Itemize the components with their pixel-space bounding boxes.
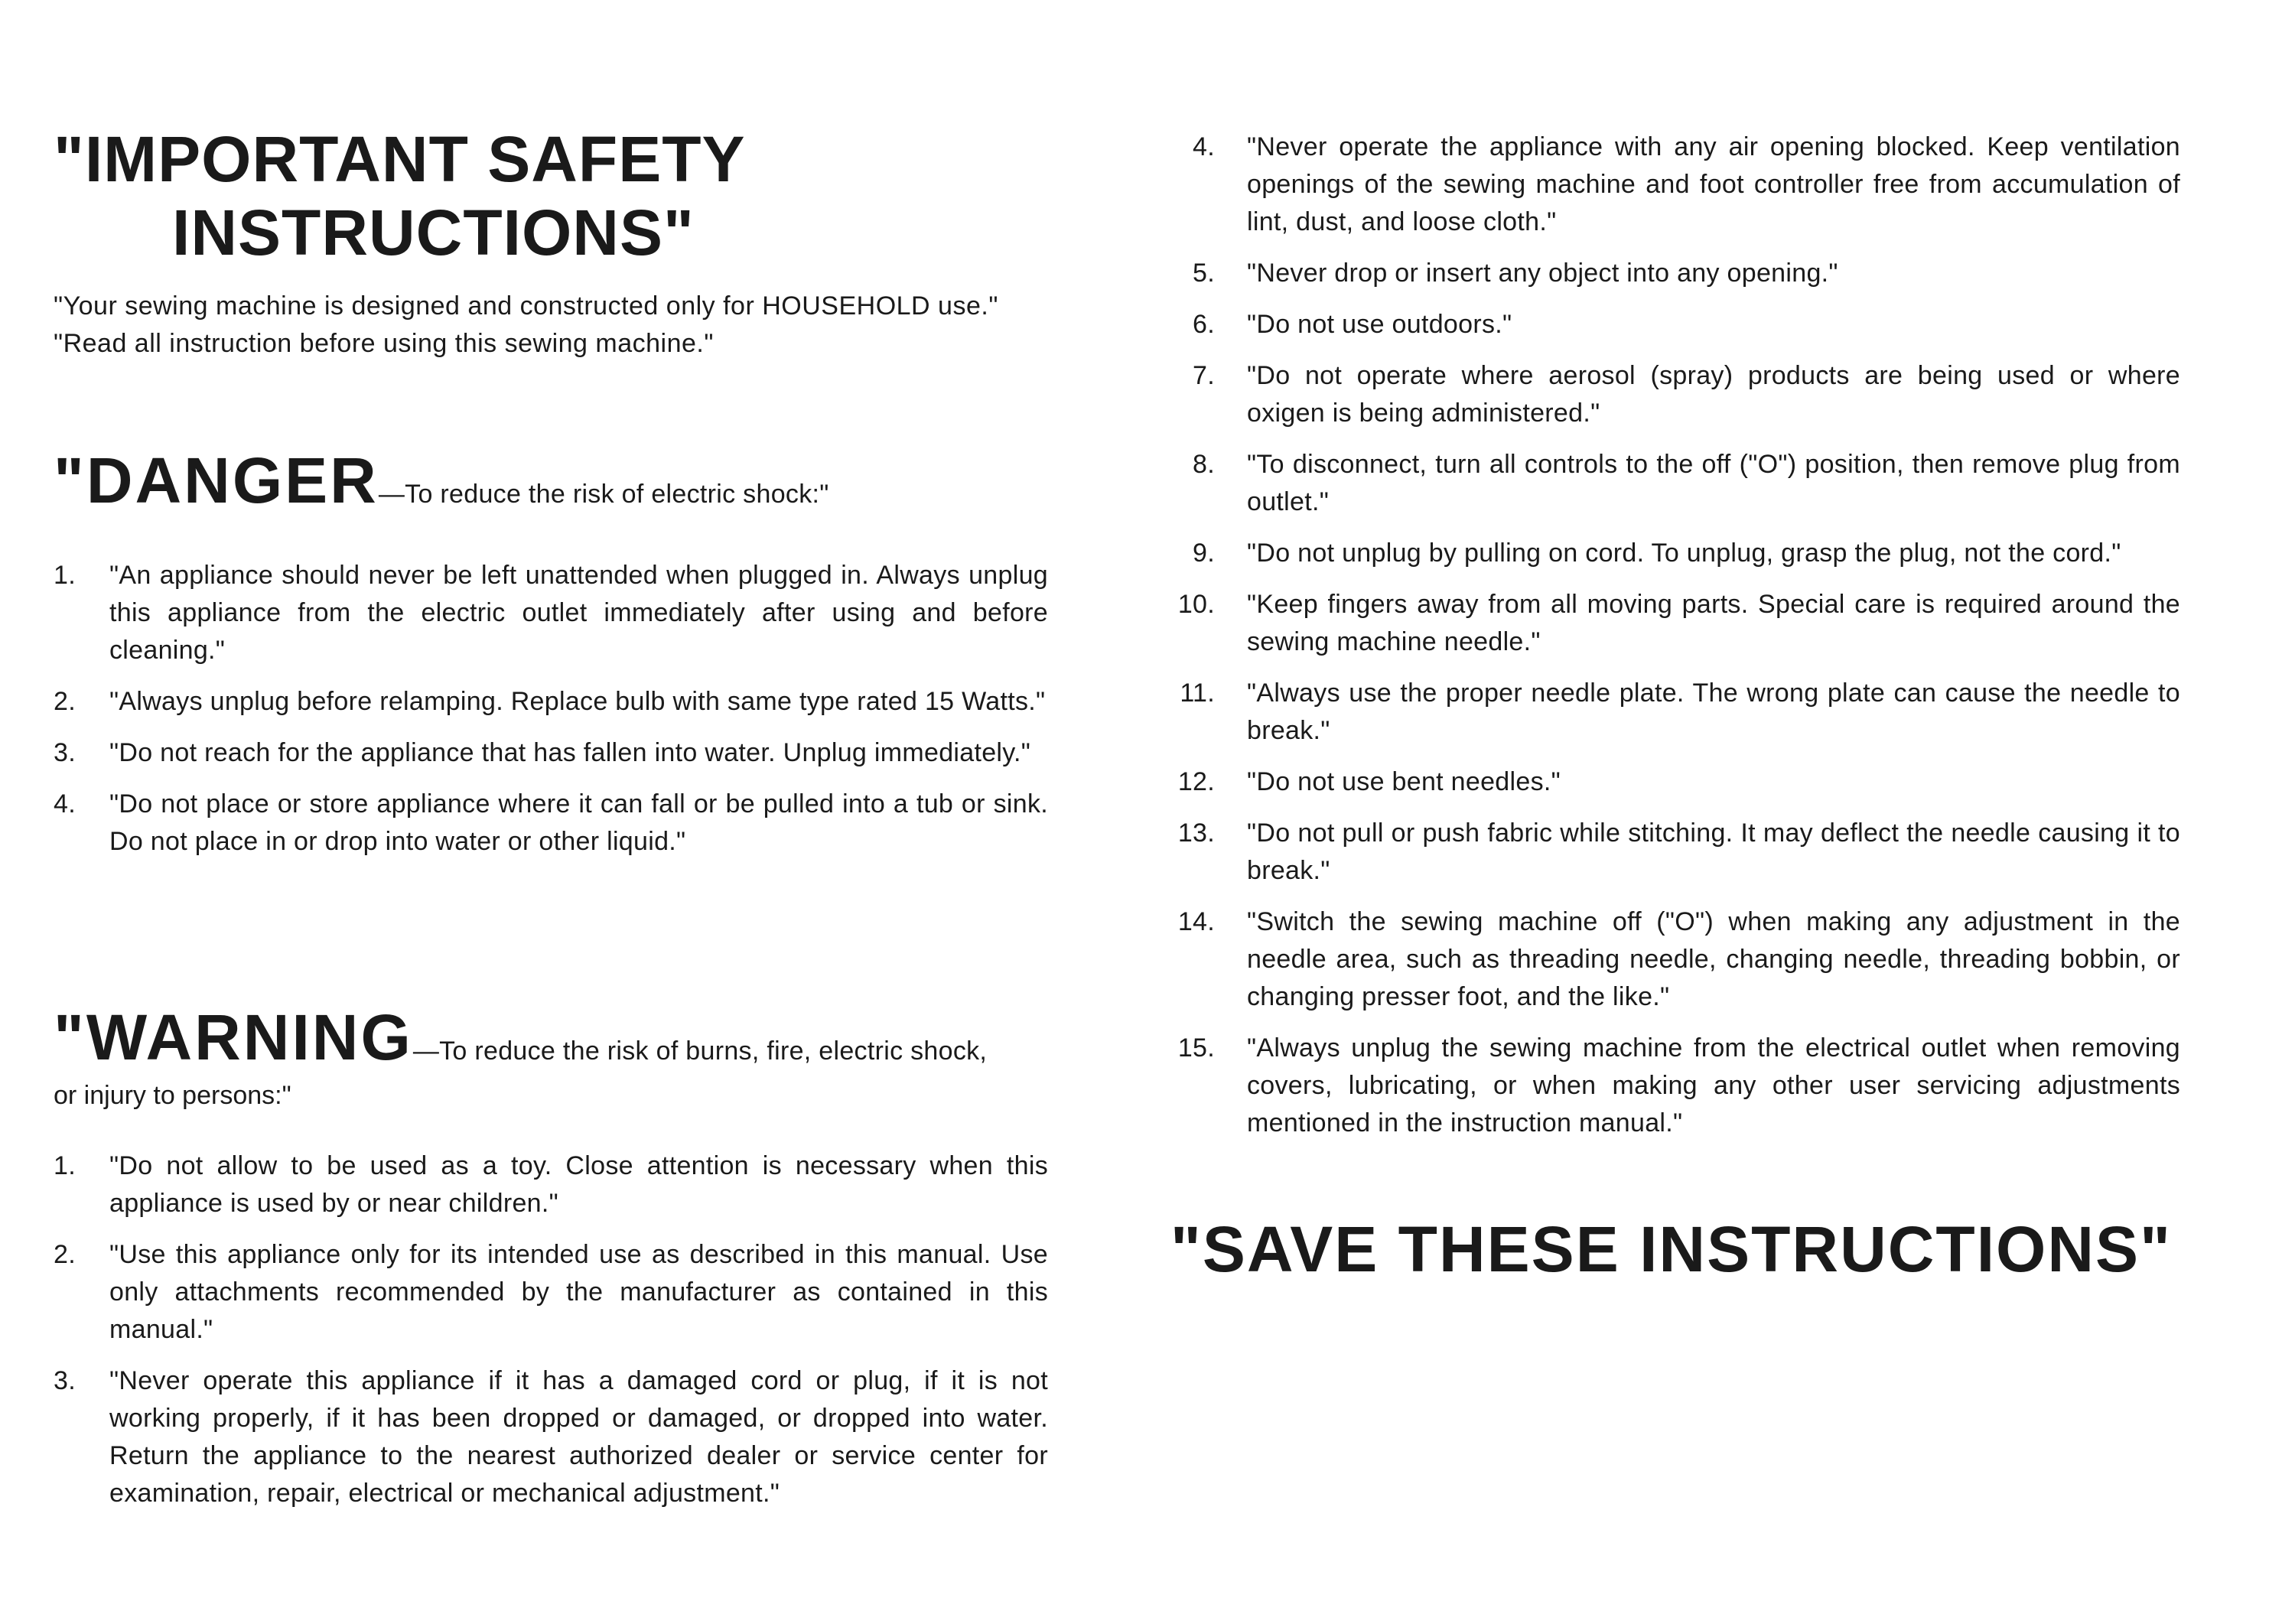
- intro-text: [54, 288, 1048, 363]
- item-number: 3.: [54, 738, 76, 767]
- item-text: "Do not place or store appliance where it can fall or be pulled into a tub or sink. Do not place in or drop into water or other liquid.": [109, 789, 1048, 856]
- warning-item-2: [54, 1236, 1048, 1349]
- item-number: 11.: [1180, 679, 1215, 708]
- warning-item-1: [54, 1147, 1048, 1222]
- item-number: 1.: [54, 1151, 76, 1180]
- item-text: "Do not allow to be used as a toy. Close attention is necessary when this appliance is used by or near children.": [109, 1151, 1048, 1218]
- warning-subtitle: —To reduce the risk of burns, fire, electric shock,: [412, 1037, 988, 1066]
- item-text: "Always use the proper needle plate. The wrong plate can cause the needle to break.": [1247, 679, 2180, 745]
- warning-item-4: [1170, 129, 2180, 241]
- warning-item-14: [1170, 903, 2180, 1016]
- item-number: 6.: [1193, 310, 1215, 339]
- title-line-2: INSTRUCTIONS": [172, 197, 695, 268]
- title-line-1: "IMPORTANT SAFETY: [54, 123, 746, 195]
- item-number: 10.: [1177, 590, 1215, 619]
- item-text: "To disconnect, turn all controls to the off ("O") position, then remove plug from outlet.": [1247, 450, 2180, 516]
- item-number: 4.: [1193, 132, 1215, 161]
- danger-item-3: [54, 734, 1048, 772]
- warning-heading: [54, 1001, 1063, 1075]
- warning-item-5: [1170, 255, 2180, 292]
- item-text: "Never operate the appliance with any air opening blocked. Keep ventilation openings of the sewing machine and foot controller free from accumulation of lint, dust, and loose cloth.": [1247, 132, 2180, 236]
- warning-item-9: [1170, 535, 2180, 572]
- intro-household: "Your sewing machine is designed and constructed only for HOUSEHOLD use.": [54, 291, 998, 321]
- warning-item-15: [1170, 1030, 2180, 1142]
- warning-subtitle-cont: or injury to persons:": [54, 1081, 291, 1110]
- warning-word: "WARNING: [54, 1001, 413, 1073]
- item-text: "Do not operate where aerosol (spray) products are being used or where oxigen is being administered.": [1247, 361, 2180, 428]
- item-number: 2.: [54, 687, 76, 716]
- item-text: "Keep fingers away from all moving parts. Special care is required around the sewing machine needle.": [1247, 590, 2180, 656]
- item-text: "Use this appliance only for its intended use as described in this manual. Use only attachments recommended by the manufacturer as contained in this manual.": [109, 1240, 1048, 1344]
- item-text: "Always unplug before relamping. Replace bulb with same type rated 15 Watts.": [109, 687, 1046, 716]
- item-number: 9.: [1193, 539, 1215, 568]
- warning-list-right: [1170, 129, 2180, 1156]
- danger-item-1: [54, 557, 1048, 669]
- item-text: "An appliance should never be left unattended when plugged in. Always unplug this appliance from the electric outlet immediately after using and before cleaning.": [109, 561, 1048, 665]
- warning-item-6: [1170, 306, 2180, 343]
- item-number: 12.: [1177, 767, 1215, 796]
- item-number: 13.: [1177, 819, 1215, 848]
- item-text: "Always unplug the sewing machine from the electrical outlet when removing covers, lubricating, or when making any other user servicing adjustments mentioned in the instruction manual.": [1247, 1033, 2180, 1137]
- warning-item-7: [1170, 357, 2180, 432]
- warning-list-left: [54, 1147, 1048, 1526]
- warning-item-3: [54, 1362, 1048, 1512]
- item-number: 4.: [54, 789, 76, 819]
- item-number: 8.: [1193, 450, 1215, 479]
- warning-item-12: [1170, 763, 2180, 801]
- danger-word: "DANGER: [54, 444, 379, 516]
- item-text: "Never drop or insert any object into any opening.": [1247, 259, 1838, 288]
- item-number: 1.: [54, 561, 76, 590]
- save-instructions-heading: "SAVE THESE INSTRUCTIONS": [1170, 1213, 2172, 1285]
- warning-item-8: [1170, 446, 2180, 521]
- item-text: "Switch the sewing machine off ("O") when making any adjustment in the needle area, such as threading needle, changing needle, threading bobbin, or changing presser foot, and the like.": [1247, 907, 2180, 1011]
- item-number: 14.: [1177, 907, 1215, 936]
- danger-heading: [54, 444, 1063, 518]
- intro-read-all: "Read all instruction before using this sewing machine.": [54, 329, 714, 358]
- danger-list: [54, 557, 1048, 874]
- item-number: 7.: [1193, 361, 1215, 390]
- item-text: "Do not use outdoors.": [1247, 310, 1512, 339]
- danger-item-2: [54, 683, 1048, 721]
- warning-item-13: [1170, 815, 2180, 890]
- item-number: 2.: [54, 1240, 76, 1269]
- item-text: "Do not unplug by pulling on cord. To unplug, grasp the plug, not the cord.": [1247, 539, 2121, 568]
- page-title: [54, 122, 895, 269]
- item-number: 3.: [54, 1366, 76, 1395]
- item-number: 5.: [1193, 259, 1215, 288]
- warning-item-11: [1170, 675, 2180, 750]
- item-text: "Do not reach for the appliance that has fallen into water. Unplug immediately.": [109, 738, 1031, 767]
- warning-item-10: [1170, 586, 2180, 661]
- danger-subtitle: —To reduce the risk of electric shock:": [378, 480, 829, 509]
- item-text: "Never operate this appliance if it has a damaged cord or plug, if it is not working properly, if it has been dropped or damaged, or dropped into water. Return the appliance to the nearest authorized dealer or service center for examination, repair, electrical or mechanical adjustment.": [109, 1366, 1048, 1508]
- item-text: "Do not use bent needles.": [1247, 767, 1561, 796]
- danger-item-4: [54, 786, 1048, 861]
- item-number: 15.: [1177, 1033, 1215, 1063]
- item-text: "Do not pull or push fabric while stitching. It may deflect the needle causing it to break.": [1247, 819, 2180, 885]
